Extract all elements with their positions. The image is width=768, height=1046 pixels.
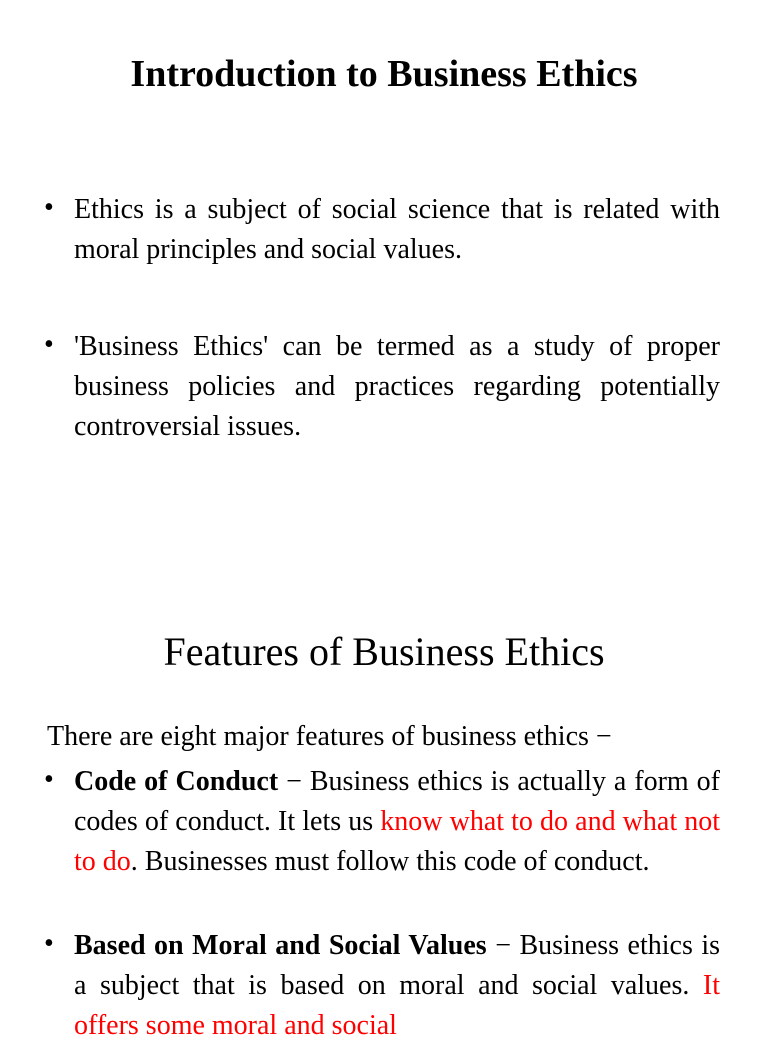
slide-title-features: Features of Business Ethics xyxy=(163,629,605,674)
feature-dash: − xyxy=(486,930,520,961)
feature-text-before: Business ethics is actually a form of codes of conduct. It lets us xyxy=(74,766,720,837)
feature-moral-social-values xyxy=(74,926,720,1046)
bullet-ethics-definition: • Ethics is a subject of social science that is related with moral principles and social values. xyxy=(74,190,720,270)
feature-name: Based on Moral and Social Values xyxy=(74,930,487,961)
feature-code-of-conduct xyxy=(74,762,720,882)
feature-highlight: It offers some moral and social xyxy=(74,970,720,1041)
feature-name: Code of Conduct xyxy=(74,766,279,797)
features-intro: There are eight major features of business ethics − xyxy=(47,721,612,752)
feature-text-before: Business ethics is a subject that is based on moral and social values. xyxy=(74,930,721,1001)
feature-highlight: know what to do and what not to do xyxy=(74,806,721,877)
feature-text-after: . Businesses must follow this code of conduct. xyxy=(130,846,650,877)
bullet-business-ethics-definition: • 'Business Ethics' can be termed as a study of proper business policies and practices regarding potentially controversial issues. xyxy=(74,327,720,447)
slide-title-introduction: Introduction to Business Ethics xyxy=(130,53,638,95)
feature-dash: − xyxy=(278,766,310,797)
